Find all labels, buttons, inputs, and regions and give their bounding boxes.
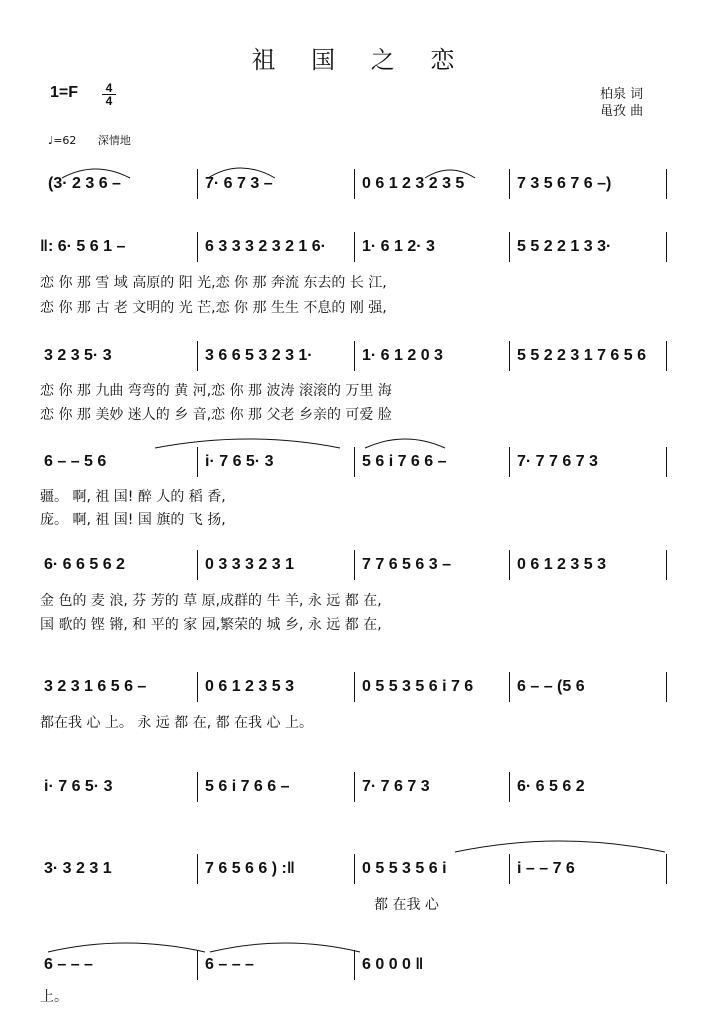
measure: 6· 6 5 6 2 xyxy=(517,778,585,795)
measure: 6 3 3 3 2 3 2 1 6· xyxy=(205,238,326,255)
measure: 3· 3 2 3 1 xyxy=(44,860,112,877)
measure: 7· 6 7 3 – xyxy=(205,175,273,192)
measure: 5 5 2 2 1 3 3· xyxy=(517,238,612,255)
measure: ‖: 6· 5 6 1 – xyxy=(40,238,126,255)
measure: 6· 6 6 5 6 2 xyxy=(44,556,125,573)
lyricist-credit: 柏泉 词 xyxy=(600,87,644,102)
lyric-line: 国 歌的 铿 锵, 和 平的 家 园,繁荣的 城 乡, 永 远 都 在, xyxy=(40,617,382,633)
measure: 5 5 2 2 3 1 7 6 5 6 xyxy=(517,347,646,364)
measure: 6 0 0 0 ‖ xyxy=(362,956,424,973)
lyric-line: 都 在我 心 xyxy=(374,897,439,913)
measure: 6 – – – xyxy=(205,956,254,973)
expression-marking: 深情地 xyxy=(97,134,131,147)
score-line-1 xyxy=(0,175,720,225)
lyric-line: 恋 你 那 美妙 迷人的 乡 音,恋 你 那 父老 乡亲的 可爱 脸 xyxy=(40,407,392,423)
lyric-line: 庞。 啊, 祖 国! 国 旗的 飞 扬, xyxy=(40,512,226,528)
measure: 3 2 3 1 6 5 6 – xyxy=(44,678,147,695)
measure: 7 7 6 5 6 3 – xyxy=(362,556,451,573)
measure: 5 6 i 7 6 6 – xyxy=(362,453,447,470)
measure: 0 6 1 2 3 5 3 xyxy=(517,556,606,573)
measure: 7· 7 6 7 3 xyxy=(362,778,430,795)
key-signature: 1=F xyxy=(50,84,79,101)
score-line-7 xyxy=(0,778,720,828)
measure: 0 3 3 3 2 3 1 xyxy=(205,556,294,573)
lyric-line: 恋 你 那 九曲 弯弯的 黄 河,恋 你 那 波涛 滚滚的 万里 海 xyxy=(40,383,392,399)
measure: 0 5 5 3 5 6 i 7 6 xyxy=(362,678,474,695)
measure: 6 – – – xyxy=(44,956,93,973)
measure: 1· 6 1 2· 3 xyxy=(362,238,435,255)
measure: 5 6 i 7 6 6 – xyxy=(205,778,290,795)
measure: 3 6 6 5 3 2 3 1· xyxy=(205,347,313,364)
score-line-8 xyxy=(0,860,720,910)
measure: 7· 7 7 6 7 3 xyxy=(517,453,598,470)
measure: i· 7 6 5· 3 xyxy=(44,778,113,795)
lyric-line: 疆。 啊, 祖 国! 醉 人的 稻 香, xyxy=(40,489,226,505)
measure: (3· 2 3 6 – xyxy=(48,175,121,192)
measure: 6 – – (5 6 xyxy=(517,678,585,695)
time-signature xyxy=(102,82,116,107)
measure: 1· 6 1 2 0 3 xyxy=(362,347,443,364)
measure: 7 3 5 6 7 6 –) xyxy=(517,175,612,192)
score-line-9 xyxy=(0,956,720,1006)
lyric-line: 都在我 心 上。 永 远 都 在, 都 在我 心 上。 xyxy=(40,715,313,731)
lyric-line: 金 色的 麦 浪, 芬 芳的 草 原,成群的 牛 羊, 永 远 都 在, xyxy=(40,593,382,609)
measure: 0 5 5 3 5 6 i xyxy=(362,860,447,877)
measure: 3 2 3 5· 3 xyxy=(44,347,112,364)
song-title: 祖 国 之 恋 xyxy=(251,46,469,74)
measure: i· 7 6 5· 3 xyxy=(205,453,274,470)
measure: i – – 7 6 xyxy=(517,860,575,877)
lyric-line: 恋 你 那 古 老 文明的 光 芒,恋 你 那 生生 不息的 刚 强, xyxy=(40,300,387,316)
composer-credit: 黾孜 曲 xyxy=(600,104,644,119)
credits xyxy=(600,86,643,120)
tempo-value: ♩=62 xyxy=(48,134,77,147)
lyric-line: 上。 xyxy=(40,989,68,1005)
time-sig-top: 4 xyxy=(105,81,113,95)
tempo-marking xyxy=(48,132,131,148)
measure: 0 6 1 2 3 5 3 xyxy=(205,678,294,695)
measure: 6 – – 5 6 xyxy=(44,453,107,470)
measure: 0 6 1 2 3 2 3 5 xyxy=(362,175,465,192)
measure: 7 6 5 6 6 ) :‖ xyxy=(205,860,295,877)
time-sig-bottom: 4 xyxy=(105,94,113,108)
lyric-line: 恋 你 那 雪 域 高原的 阳 光,恋 你 那 奔流 东去的 长 江, xyxy=(40,275,387,291)
